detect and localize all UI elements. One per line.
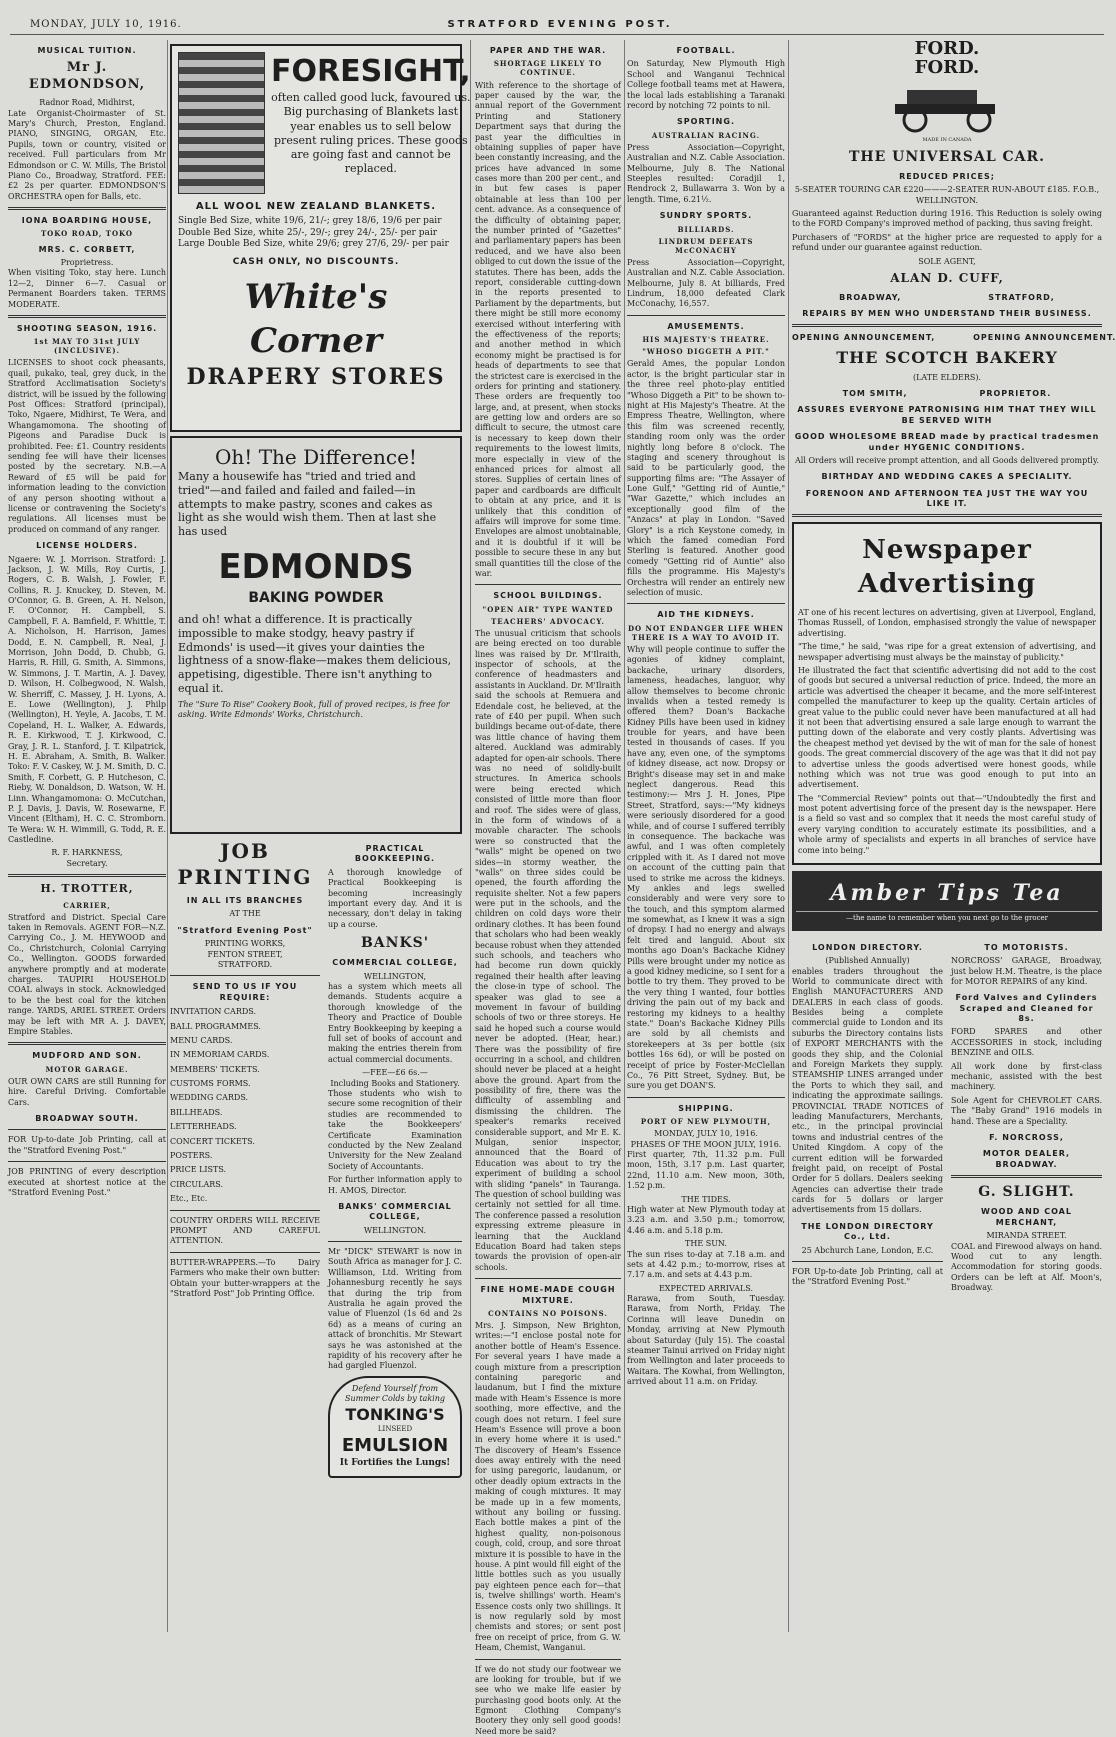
bakery-bread: GOOD WHOLESOME BREAD made by practical tradesmen under HYGENIC CONDITIONS. [792, 432, 1102, 453]
car-caption: MADE IN CANADA [792, 137, 1102, 144]
job-list-heading: SEND TO US IF YOU REQUIRE: [170, 982, 320, 1003]
sun-heading: THE SUN. [627, 1239, 785, 1249]
banks-town: WELLINGTON, [328, 972, 462, 982]
tonkings-advert [328, 1376, 462, 1478]
footwear-notice: If we do not study our footwear we are looking for trouble, but if we see who we make life easier by purchasing good boots only. At the Egmont Clothing Company's Bootery they only sell good goods! Need more be said? [475, 1665, 621, 1737]
drapery-stores-logo: DRAPERY STORES [178, 363, 454, 392]
job-list-item: WEDDING CARDS. [170, 1093, 320, 1103]
holders-signature: R. F. HARKNESS, [8, 848, 166, 858]
music-address: Radnor Road, Midhirst, [8, 98, 166, 108]
trotter-body: Stratford and District. Special Care taken in Removals. AGENT FOR—N.Z. Carrying Co., J. M. HEYWOOD and Co., Christchurch, Colonial Carrying Co., Wellington. GOODS forwarded anywhere promptly and at moderate charges. TAUPIRI HOUSEHOLD COAL always in stock. Acknowledged to be the best coal for the kitchen range. YARDS, ARIEL STREET. Orders may be left with MR A. J. DAVEY, Empire Stables. [8, 913, 166, 1038]
moon-body: First quarter, 7th, 11.32 p.m. Full moon, 15th, 3.17 p.m. Last quarter, 22nd, 11.10 a.m. New moon, 30th, 1.52 p.m. [627, 1150, 785, 1192]
job-list-item: CIRCULARS. [170, 1180, 320, 1190]
kidney-sub: DO NOT ENDANGER LIFE WHEN THERE IS A WAY TO AVOID IT. [627, 624, 785, 642]
banks-info: For further information apply to H. AMOS, Director. [328, 1175, 462, 1196]
job-list-item: BILLHEADS. [170, 1108, 320, 1118]
foresight-body: often called good luck, favoured us. Big purchasing of Blankets last year enables us to sell below present ruling prices. These goods are going fast and cannot be replaced. [271, 91, 471, 177]
job-list-item: BALL PROGRAMMES. [170, 1022, 320, 1032]
column-3 [475, 40, 621, 1632]
bookkeeping-heading: PRACTICAL BOOKKEEPING. [328, 844, 462, 865]
music-teacher-name: Mr J. EDMONDSON, [8, 60, 166, 94]
motorists-body: NORCROSS' GARAGE, Broadway, just below H.M. Theatre, is the place for MOTOR REPAIRS of any kind. [951, 956, 1102, 987]
mudford-sub: MOTOR GARAGE. [8, 1065, 166, 1074]
job-at: AT THE [170, 909, 320, 919]
paper-war-sub: SHORTAGE LIKELY TO CONTINUE. [475, 59, 621, 77]
job-list-item: PRICE LISTS. [170, 1165, 320, 1175]
london-directory-advert [792, 937, 943, 1297]
ford-car-illustration [792, 78, 1102, 137]
norcross-advert [951, 937, 1102, 1297]
shooting-dates: 1st MAY TO 31st JULY (INCLUSIVE). [8, 337, 166, 355]
divider [8, 1129, 166, 1130]
ford-prices: 5-SEATER TOURING CAR £220———2-SEATER RUN-ABOUT £185. F.O.B., WELLINGTON. [792, 185, 1102, 206]
kidney-body: Why will people continue to suffer the agonies of kidney complaint, backache, urinary disorders, lameness, headaches, languor, why allow themselves to become chronic invalids when a tested remedy is offered them? Doan's Backache Kidney Pills have been used in kidney trouble for years, and have been tested in thousands of cases. If you have any, even one, of the symptoms of kidney disease, act now. Dropsy or Bright's disease may set in and make neglect dangerous. Read this testimony:— Mrs J. H. Jones, Pipe Street, Stratford, says:—"My kidneys were seriously disordered for a good while, and of course I suffered terribly in consequence. The backache was awful, and I was often completely crippled with it. As I dared not move on account of the cutting pain that used to strike me across the kidneys. My ankles and legs swelled considerably and were very sore to the touch, and this symptom alarmed me somewhat, as I knew it was a sign of dropsy. I had no energy and always felt tired and languid. About six months ago Doan's Backache Kidney Pills were brought under my notice as a good kidney medicine, so I sent for a bottle to try them. They proved to be the very thing I wanted, four bottles driving the pain out of my back and restoring my kidneys to a healthy state." Doan's Backache Kidney Pills are sold by all chemists and storekeepers at 3s per bottle (six bottles 16s 6d), or will be posted on receipt of price by Foster-McClellan Co., 76 Pitt Street, Sydney. But, be sure you get DOAN'S. [627, 645, 785, 1092]
job-notice-1: FOR Up-to-date Job Printing, call at the "Stratford Evening Post." [8, 1135, 166, 1156]
job-list-item: INVITATION CARDS. [170, 1007, 320, 1017]
banks-body: has a system which meets all demands. Students acquire a thorough knowledge of the Theory and Practice of Double Entry Bookkeeping by keeping a full set of books of account and making the entries therein from actual commercial documents. [328, 982, 462, 1065]
cough-heading: FINE HOME-MADE COUGH MIXTURE. [475, 1285, 621, 1306]
norcross-sub: MOTOR DEALER, BROADWAY. [951, 1149, 1102, 1170]
theatre-heading: HIS MAJESTY'S THEATRE. [627, 335, 785, 344]
slight-body: COAL and Firewood always on hand. Wood cut to any length. Accommodation for storing goods. Orders can be left at Alf. Moon's, Broadway. [951, 1242, 1102, 1294]
banks-signature-town: WELLINGTON. [328, 1226, 462, 1236]
mudford-heading: MUDFORD AND SON. [8, 1051, 166, 1061]
banks-signature: BANKS' COMMERCIAL COLLEGE, [328, 1202, 462, 1223]
arrivals-heading: EXPECTED ARRIVALS. [627, 1284, 785, 1294]
music-heading: MUSICAL TUITION. [8, 46, 166, 56]
job-list-item: LETTERHEADS. [170, 1122, 320, 1132]
column-divider [470, 40, 471, 1632]
arrivals-body: Rarawa, from South, Tuesday. Rarawa, from North, Friday. The Corinna will leave Dunedin on Monday, arriving at New Plymouth about Saturday (July 15). The coastal steamer Tainui arrived on Friday night from Wellington and later proceeds to Waitara. The Kowhai, from Wellington, arrived about 11 a.m. on Friday. [627, 1294, 785, 1388]
ford-purchasers: Purchasers of "FORDS" at the higher price are requested to apply for a refund under our guarantee against reduction. [792, 233, 1102, 254]
banks-advert [328, 838, 462, 1482]
bakery-proprietor: TOM SMITH, PROPRIETOR. [792, 389, 1102, 399]
job-works: PRINTING WORKS, [170, 939, 320, 949]
port-date: MONDAY, JULY 10, 1916. [627, 1129, 785, 1139]
mudford-address: BROADWAY SOUTH. [8, 1114, 166, 1124]
butter-wrappers: BUTTER-WRAPPERS.—To Dairy Farmers who make their own butter: Obtain your butter-wrappers at the "Stratford Post" Job Printing Office. [170, 1258, 320, 1300]
london-body: enables traders throughout the World to communicate direct with English MANUFACTURERS AND DEALERS in each class of goods. Besides being a complete commercial guide to London and its suburbs the Directory contains lists of EXPORT MERCHANTS with the goods they ship, and the Colonial and Foreign Markets they supply. STEAMSHIP LINES arranged under the Ports to which they sail, and indicating the approximate sailings. PROVINCIAL TRADE NOTICES of leading Manufacturers, Merchants, etc., in the principal provincial towns and industrial centres of the United Kingdom. A copy of the current edition will be forwarded freight paid, on receipt of Postal Order for 5 dollars. Dealers seeking Agencies can advertise their trade cards for 5 dollars or larger advertisements from 15 dollars. [792, 967, 943, 1216]
opening-announcement: OPENING ANNOUNCEMENT, OPENING ANNOUNCEMENT. [792, 333, 1102, 343]
column-divider [788, 40, 789, 1632]
slight-heading: G. SLIGHT. [951, 1183, 1102, 1201]
job-street: FENTON STREET, [170, 950, 320, 960]
banks-body-2: Those students who wish to secure some recognition of their studies are recommended to take the Bookkeepers' Certificate Examination conducted by the New Zealand University for the New Zealand Society of Accountants. [328, 1089, 462, 1172]
billiards-heading: BILLIARDS. [627, 225, 785, 234]
job-list-item: POSTERS. [170, 1151, 320, 1161]
job-list-item: MENU CARDS. [170, 1036, 320, 1046]
amusements-heading: AMUSEMENTS. [627, 322, 785, 332]
banks-heading: BANKS' [328, 934, 462, 952]
mudford-body: OUR OWN CARS are still Running for hire. Careful Driving. Comfortable Cars. [8, 1077, 166, 1108]
job-printing-heading: JOB PRINTING [170, 838, 320, 890]
holders-signature-sub: Secretary. [8, 859, 166, 869]
column-1 [8, 40, 166, 1632]
trotter-heading: H. TROTTER, [8, 882, 166, 896]
bookkeeping-body: A thorough knowledge of Practical Bookkeeping is becoming increasingly important every day. And it is necessary, don't delay in taking up a course. [328, 868, 462, 930]
slight-sub: WOOD AND COAL MERCHANT, [951, 1207, 1102, 1228]
job-list-item: IN MEMORIAM CARDS. [170, 1050, 320, 1060]
column-divider [167, 40, 168, 1632]
racing-body: Press Association—Copyright, Australian and N.Z. Cable Association. Melbourne, July 8. The National Steeples resulted: Coradjil 1, Rendrock 2, Bullawarra 3. Won by a length. Time, 6.21½. [627, 143, 785, 205]
stewart-notice: Mr "DICK" STEWART is now in South Africa as manager for J. C. Williamson, Ltd. Writing from Johannesburg recently he says that during the trip from Australia he again proved the value of Fluenzol (1s 6d and 2s 6d) as a means of curing an attack of bronchitis. Mr Stewart says he was astonished at the rapidity of his recovery after he had gargled Fluenzol. [328, 1247, 462, 1372]
divider [8, 874, 166, 877]
chevrolet-notice: Sole Agent for CHEVROLET CARS. The "Baby Grand" 1916 models in hand. These are a Speciality. [951, 1096, 1102, 1127]
cough-body: Mrs. J. Simpson, New Brighton, writes:—"I enclose postal note for another bottle of Heam's Essence. For several years I have made a cough mixture from a prescription containing paregoric and laudanum, but I find the mixture made with Heam's Essence is more soothing, more effective, and the cough does not return. I feel sure Heam's Essence will prove a boon in every home where it is used." The discovery of Heam's Essence does away entirely with the need for using paregoric, laudanum, or other deadly opium extracts in the making of cough mixtures. It may be made up in a few moments, without any boiling or fussing. Each bottle makes a pint of the highest quality, non-poisonous cough, cold, croup, and sore throat mixture it is possible to have in the house. A pint would fill eight of the little bottles such as you usually pay eighteen pence each for—that is, twelve shillings' worth. Heam's Essence costs only two shillings. It is now regularly sold by most chemists and stores; or sent post free on receipt of price, from G. W. Heam, Chemist, Wanganui. [475, 1321, 621, 1654]
football-heading: FOOTBALL. [627, 46, 785, 56]
blankets-illustration [178, 52, 265, 194]
banks-fee: —FEE—£6 6s.— [328, 1068, 462, 1078]
newspaper-body-3: He illustrated the fact that scientific advertising did not add to the cost of goods but secured a universal reduction of price. Indeed, the more an article was advertised the cheaper it became, and the more self-interest compelled the manufacturer to keep up the quality. Certain articles of great value to the public could never have been manufactured at all had it not been that advertising ensured a sale large enough to warrant the putting down of the elaborate and very costly plants. Advertising was the cheapest method yet devised by the wit of man for the sale of honest goods. The great commercial discovery of the age was that it did not pay to advertise unless the goods advertised were honest goods, while nothing which was not true was good enough to put into an advertisement. [798, 666, 1096, 791]
shooting-heading: SHOOTING SEASON, 1916. [8, 324, 166, 334]
wool-heading: ALL WOOL NEW ZEALAND BLANKETS. [178, 200, 454, 213]
music-body: Late Organist-Choirmaster of St. Mary's Church, Preston, England. PIANO, SINGING, ORGAN, Etc. Pupils, town or country, visited or received. Full particulars from Mr Edmondson or C. W. Mills, The Bristol Piano Co., Broadway, Stratford. FEE: £2 2s per quarter. EDMONDSON'S ORCHESTRA open for Balls, etc. [8, 109, 166, 203]
lindrum-body: Press Association—Copyright, Australian and N.Z. Cable Association. Melbourne, July 8. At billiards, Fred Lindrum, 18,000 defeated Clark McConachy, 16,557. [627, 258, 785, 310]
edmonds-body-2: and oh! what a difference. It is practically impossible to make stodgy, heavy pastry if Edmonds' is used—it gives your dainties the lightness of a snow-flake—makes them delicious, appetising, digestible. There isn't anything to equal it. [178, 613, 454, 696]
wool-line-3: Large Double Bed Size, white 29/6; grey 27/6, 29/- per pair [178, 239, 454, 251]
iona-proprietor-sub: Proprietress. [8, 258, 166, 268]
bakery-cakes: BIRTHDAY AND WEDDING CAKES A SPECIALITY. [792, 472, 1102, 482]
tides-heading: THE TIDES. [627, 1195, 785, 1205]
motorists-heading: TO MOTORISTS. [951, 943, 1102, 953]
newspaper-advertising-article [792, 522, 1102, 865]
newspaper-body-1: AT one of his recent lectures on advertising, given at Liverpool, England, Thomas Russell, of London, emphasised strongly the value of newspaper advertising. [798, 608, 1096, 639]
column-5 [792, 40, 1102, 1632]
edmonds-advert [170, 436, 462, 834]
tides-body: High water at New Plymouth today at 3.23 a.m. and 3.50 p.m.; tomorrow, 4.46 a.m. and 5.18 p.m. [627, 1205, 785, 1236]
divider [8, 1161, 166, 1162]
amber-tips-advert [792, 871, 1102, 931]
job-list [170, 1007, 320, 1204]
tonkings-top: Defend Yourself from Summer Colds by taking [336, 1384, 454, 1405]
column-2 [170, 40, 462, 1632]
shipping-heading: SHIPPING. [627, 1104, 785, 1114]
school-body: The unusual criticism that schools are being erected on too durable lines was raised by Dr. M'Ilraith, inspector of schools, at the conference of headmasters and assistants in Auckland. Dr. M'Ilraith said the schools at Remuera and Edendale cost, he believed, at the rate of £40 per pupil. When such buildings became out-of-date, there was little chance of having them altered. Auckland was admirably adapted for open-air schools. There was no need of solidly-built structures. In America schools were being erected which consisted of little more than floor and roof. The sides were of glass, in the form of windows of a movable character. The schools were so constructed that the "walls" might be opened on two sides—in stormy weather, the "walls" on three sides could be opened, the fourth affording the requisite shelter. Not a few papers were put in the schools, and the children on cold days wore their ordinary clothes. It has been found that scholars who had been weakly because robust when they attended such schools, and teachers who had become run down quickly regained their health after leaving the close-in type of school. The speaker was glad to see a movement in favour of building schools of two or three storeys. He said he hoped such a course would never be adopted. (Hear, hear.) There was the possibility of fire occurring in a school, and children should never be placed at a height above the ground. Apart from the possibility of fire, there was the difficulty of assembling and dismissing the children. The speaker's remarks received considerable support, and Mr E. K. Mulgan, senior inspector, announced that the Board of Education was about to try the experiment of building a school with sliding "panels" in Tauranga. The question of school building was certainly not settled for all time. The conference passed a resolution expressing extreme pleasure in learning that the Auckland Education Board had taken steps towards the provision of open-air schools. [475, 629, 621, 1273]
newspaper-body-4: The "Commercial Review" points out that—"Undoubtedly the first and most potent advertising force of the present day is the newspaper. Here is a field so vast and so complex that it needs the most careful study of every varying condition to accurately estimate its possibilities, and a whole army of specialists and experts in all branches of service have come into being." [798, 794, 1096, 856]
football-body: On Saturday, New Plymouth High School and Wanganui Technical College football teams met at Hawera, the local lads establishing a Taranaki record by notching 72 points to nil. [627, 59, 785, 111]
theatre-sub: "WHOSO DIGGETH A PIT." [627, 347, 785, 356]
tonkings-footer: It Fortifies the Lungs! [336, 1458, 454, 1470]
port-heading: PORT OF NEW PLYMOUTH, [627, 1117, 785, 1126]
agent-name: ALAN D. CUFF, [792, 271, 1102, 287]
tonkings-emulsion: EMULSION [336, 1434, 454, 1457]
holders-heading: LICENSE HOLDERS. [8, 541, 166, 551]
norcross-name: F. NORCROSS, [951, 1133, 1102, 1143]
universal-car: THE UNIVERSAL CAR. [792, 148, 1102, 166]
ford-guarantee: Guaranteed against Reduction during 1916. This Reduction is solely owing to the FORD Company's improved method of packing, thus saving freight. [792, 209, 1102, 230]
london-address: 25 Abchurch Lane, London, E.C. [792, 1246, 943, 1256]
paper-war-heading: PAPER AND THE WAR. [475, 46, 621, 56]
cough-sub: CONTAINS NO POISONS. [475, 1309, 621, 1318]
london-company: THE LONDON DIRECTORY Co., Ltd. [792, 1222, 943, 1243]
whites-corner-logo: White's Corner [178, 275, 454, 363]
sole-agent: SOLE AGENT, [792, 257, 1102, 267]
job-list-item: MEMBERS' TICKETS. [170, 1065, 320, 1075]
slight-street: MIRANDA STREET. [951, 1231, 1102, 1241]
job-notice-2: JOB PRINTING of every description executed at shortest notice at the "Stratford Evening Post." [8, 1167, 166, 1198]
masthead [10, 16, 1104, 35]
divider [8, 207, 166, 210]
paper-title: STRATFORD EVENING POST. [410, 19, 710, 30]
wool-line-2: Double Bed Size, white 25/-, 29/-; grey 24/-, 25/- per pair [178, 228, 454, 240]
sundry-heading: SUNDRY SPORTS. [627, 211, 785, 221]
newspaper-body-2: "The time," he said, "was ripe for a great extension of advertising, and newspaper advertising must always be the mainstay of publicity." [798, 642, 1096, 663]
school-heading: SCHOOL BUILDINGS. [475, 591, 621, 601]
holders-body: Ngaere: W. J. Morrison. Stratford: J. Jackson, J. W. Mills, Roy Curtis, J. Rogers, C. B. Walsh, J. Fowler, F. Collins, R. J. Knuckey, D. Steven, M. O'Connor, G. B. Green, A. H. Nelson, F. O'Connor, H. Campbell, S. Campbell, F. A. Bamfield, F. Whittle, T. A. Nicholson, H. Harrison, James Dodd, E. N. Campbell, R. Neal, J. Morrison, John Dodd, D. Chubb, G. Harris, R. Hill, G. Smith, A. Simmons, W. Simmons, J. T. Martin, A. J. Davey, D. Wilson, H. Colbegwood, N. Walsh, W. Sherriff, C. Massey, J. H. Lyons, A. E. Lowe (Wellington), J. Philp (Wellington), H. Yeyle, A. Jacobs, T. M. Copeland, H. L. Walker, A. Edwards, R. E. Kirkwood, T. J. Kirkwood, C. Gray, J. R. L. Stanford, J. T. Kilpatrick, H. E. Abraham, A. Smith, B. Walker. Toko: F. V. Caskey, W. J. M. Smith, D. C. Smith, F. Corbett, G. P. Hutcheson, C. Rieby, W. Donaldson, D. Watson, W. H. Linn. Whangamomona: O. McCutchan, P. J. Davis, J. Davis, W. Rosewarne, F. Vincent (Eltham), H. C. C. Stromborn. Te Wera: W. H. Wimmill, G. Todd, R. E. Castledine. [8, 555, 166, 846]
theatre-body: Gerald Ames, the popular London actor, is the bright particular star in the three reel photo-play entitled "Whoso Diggeth a Pit" to be shown to-night at His Majesty's Theatre. At the Empress Theatre, Wellington, where this film was screened recently, standing room only was the order nightly long before 8 o'clock. The staging and scenery throughout is said to be particularly good, the supporting films are: "The Assayer of Lone Gulf," "Getting rid of Auntie," "War Gazette," which includes an exceptionally good film of the "Anzacs" at play in London. "Saved Glory" is a rich Keystone comedy, in which the famed comedian Ford Sterling is featured. Another good comedy "Getting rid of Auntie" also fills the programme. His Majesty's Orchestra will render an entirely new selection of music. [627, 359, 785, 598]
bakery-assures: ASSURES EVERYONE PATRONISING HIM THAT THEY WILL BE SERVED WITH [792, 405, 1102, 426]
edmonds-body: Many a housewife has "tried and tried and tried"—and failed and failed and failed—in attempts to make pastry, scones and cakes as light as she would wish them. Then at last she has used [178, 470, 454, 539]
racing-heading: AUSTRALIAN RACING. [627, 131, 785, 140]
shooting-body: LICENSES to shoot cock pheasants, quail, pukako, teal, grey duck, in the Stratford Acclimatisation Society's district, will be issued by the following Post Offices: Stratford (principal), Toko, Ngaere, Midhirst, Te Wera, and Whangamomona. The shooting of Pigeons and Paradise Duck is prohibited. Fee: £1. Country residents sending fee will have their licenses posted by the secretary. N.B.—A Reward of £5 will be paid for information leading to the conviction of any person shooting without a license or contravening the Society's regulations. All licenses must be produced on command of any ranger. [8, 358, 166, 535]
column-divider [624, 40, 625, 1632]
issue-date: MONDAY, JULY 10, 1916. [30, 19, 182, 30]
job-branches: IN ALL ITS BRANCHES [170, 896, 320, 906]
paper-war-body: With reference to the shortage of paper caused by the war, the annual report of the Government Printing and Stationery Department says that during the past year the difficulties in obtaining supplies of paper have been constantly increasing, and the prices have advanced in some cases more than 200 per cent., and in but few cases is paper obtainable at less than 100 per cent. advance. As a consequence of the difficulty of obtaining paper, the number printed of "Gazettes" and parliamentary papers has been reduced, and we have also been obliged to cut down the issue of the statutes. There has been, adds the report, considerable cutting-down in the reports presented to Parliament by the departments, but there might be still more economy exercised without interfering with the effectiveness of the reports; and another method in which economy might be practised is for heads of departments to see that the strictest care is exercised in the orders for printing and stationery. These orders are frequently too large, and, at present, when stocks are getting low and orders are so difficult to secure, the utmost care is necessary to keep down their requirements to the lowest limits, more especially in view of the enhanced prices for almost all stores. Supplies of certain lines of paper and cardboards are difficult to obtain at any price, and it is unlikely that this condition of affairs will improve for some time. Envelopes are almost unobtainable, and it is doubtful if it will be possible to secure these in any but small quantities till the close of the war. [475, 81, 621, 580]
edmonds-note: The "Sure To Rise" Cookery Book, full of proved recipes, is free for asking. Write Edmonds' Works, Christchurch. [178, 700, 454, 721]
school-sub: "OPEN AIR" TYPE WANTED [475, 605, 621, 614]
ford-spares: FORD SPARES and other ACCESSORIES in stock, including BENZINE and OILS. [951, 1027, 1102, 1058]
wool-line-1: Single Bed Size, white 19/6, 21/-; grey 18/6, 19/6 per pair [178, 216, 454, 228]
edmonds-brand-sub: BAKING POWDER [178, 589, 454, 607]
foresight-heading: FORESIGHT, [271, 52, 471, 91]
london-heading: LONDON DIRECTORY. [792, 943, 943, 953]
scotch-bakery: THE SCOTCH BAKERY [792, 348, 1102, 369]
job-list-item: CUSTOMS FORMS. [170, 1079, 320, 1089]
bakery-teas: FORENOON AND AFTERNOON TEA JUST THE WAY YOU LIKE IT. [792, 489, 1102, 510]
tonkings-name: TONKING'S [336, 1405, 454, 1426]
moon-heading: PHASES OF THE MOON JULY, 1916. [627, 1140, 785, 1150]
school-sub-2: TEACHERS' ADVOCACY. [475, 617, 621, 626]
job-printing-advert [170, 838, 320, 1482]
job-country: COUNTRY ORDERS WILL RECEIVE PROMPT AND CAREFUL ATTENTION. [170, 1216, 320, 1247]
reduced-prices: REDUCED PRICES; [792, 172, 1102, 182]
ford-heading-1: FORD. [792, 40, 1102, 59]
banks-includes: Including Books and Stationery. [328, 1079, 462, 1089]
edmonds-brand: EDMONDS [178, 545, 454, 589]
sun-body: The sun rises to-day at 7.18 a.m. and sets at 4.42 p.m.; to-morrow, rises at 7.17 a.m. and sets at 4.43 p.m. [627, 1250, 785, 1281]
sporting-heading: SPORTING. [627, 117, 785, 127]
norcross-work: All work done by first-class mechanic, assisted with the best machinery. [951, 1062, 1102, 1093]
kidney-heading: AID THE KIDNEYS. [627, 610, 785, 620]
amber-tips-name: Amber Tips Tea [796, 879, 1098, 908]
job-town: STRATFORD. [170, 960, 320, 970]
whites-advert [170, 44, 462, 432]
agent-address: BROADWAY, STRATFORD, [792, 293, 1102, 303]
divider [8, 315, 166, 318]
job-notice-3: FOR Up-to-date Job Printing, call at the "Stratford Evening Post." [792, 1267, 943, 1288]
tonkings-linseed: LINSEED [336, 1425, 454, 1434]
banks-sub: COMMERCIAL COLLEGE, [328, 958, 462, 968]
bakery-orders: All Orders will receive prompt attention, and all Goods delivered promptly. [792, 456, 1102, 466]
london-sub: (Published Annually) [792, 956, 943, 966]
newspaper-advertising-heading: Newspaper Advertising [798, 534, 1096, 602]
column-4 [627, 40, 785, 1632]
iona-address: TOKO ROAD, TOKO [8, 229, 166, 238]
job-office: "Stratford Evening Post" [170, 926, 320, 936]
job-list-item: Etc., Etc. [170, 1194, 320, 1204]
iona-heading: IONA BOARDING HOUSE, [8, 216, 166, 226]
ford-repairs: REPAIRS BY MEN WHO UNDERSTAND THEIR BUSINESS. [792, 309, 1102, 319]
divider [8, 1042, 166, 1045]
cash-only: CASH ONLY, NO DISCOUNTS. [178, 257, 454, 269]
trotter-sub: CARRIER, [8, 901, 166, 910]
bakery-late: (LATE ELDERS). [792, 373, 1102, 383]
amber-tips-tagline: —the name to remember when you next go to the grocer [796, 911, 1098, 923]
iona-body: When visiting Toko, stay here. Lunch 12—2, Dinner 6—7. Casual or Permanent Boarders taken. TERMS MODERATE. [8, 268, 166, 310]
lindrum-heading: LINDRUM DEFEATS McCONACHY [627, 237, 785, 255]
ford-heading-2: FORD. [792, 59, 1102, 78]
iona-proprietor: MRS. C. CORBETT, [8, 245, 166, 255]
job-list-item: CONCERT TICKETS. [170, 1137, 320, 1147]
ford-valves: Ford Valves and Cylinders Scraped and Cleaned for 8s. [951, 993, 1102, 1024]
edmonds-heading: Oh! The Difference! [178, 444, 454, 470]
